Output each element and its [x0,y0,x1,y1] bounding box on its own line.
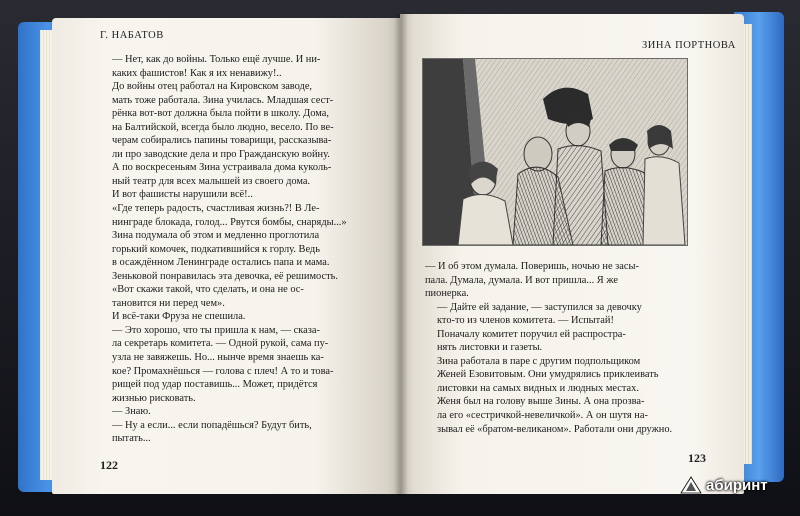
left-text-line: И всё-таки Фруза не спешила. [112,311,246,323]
left-text-line: — Знаю. [112,406,151,418]
left-text-line: рёнка вот-вот должна была пойти в школу. Дома, [112,108,329,120]
left-paragraph [100,53,385,80]
left-text-line: узла не завяжешь. Но... нынче время знаешь ка- [112,352,324,364]
left-paragraph [100,229,385,270]
left-text-line: пытать... [112,433,151,445]
left-paragraph [100,310,385,324]
watermark-text: абиринт [706,476,768,494]
left-text-line: ный театр для всех малышей из своего дома. [112,175,311,187]
right-text-line: Поначалу комитет поручил ей распростра- [437,328,626,340]
right-text-line: ла его «сестричкой-невеличкой». А он шутя на- [437,410,648,422]
left-paragraph [100,419,385,446]
left-page-number: 122 [100,458,118,472]
left-paragraph [100,405,385,419]
right-paragraph [425,328,702,355]
left-page-text [100,53,385,446]
left-running-head: Г. НАБАТОВ [100,30,164,41]
left-paragraph [100,188,385,202]
left-text-line: нинграде блокада, голод... Рвутся бомбы, снаряды...» [112,216,347,228]
left-text-line: в осаждённом Ленинграде остались папа и мама. [112,257,330,269]
left-text-line: ли про заводские дела и про Гражданскую войну. [112,148,330,160]
left-text-line: — Ну а если... если попадёшься? Будут бить, [112,419,312,431]
right-text-line: кто-то из членов комитета. — Испытай! [437,315,614,327]
left-text-line: черам собирались папины товарищи, рассказыва- [112,135,332,147]
right-paragraph [425,395,702,436]
left-text-line: До войны отец работал на Кировском заводе, [112,81,313,93]
right-text-line: — Дайте ей задание, — заступился за девочку [437,301,642,313]
right-page-number: 123 [688,451,706,465]
watermark [680,476,768,494]
left-paragraph [100,80,385,188]
book-illustration [422,58,688,246]
left-text-line: Зеньковой понравилась эта девочка, её решимость. [112,270,338,282]
left-paragraph [100,202,385,229]
left-text-line: А по воскресеньям Зина устраивала дома куколь- [112,162,332,174]
right-page-text [425,260,702,436]
left-text-line: И вот фашисты нарушили всё!.. [112,189,253,201]
right-text-line: нять листовки и газеты. [437,342,543,354]
left-paragraph [100,270,385,311]
left-text-line: Зина подумала об этом и медленно проглотила [112,230,320,242]
left-text-line: мать тоже работала. Зина училась. Младшая сест- [112,94,334,106]
right-text-line: — И об этом думала. Поверишь, ночью не засы- [425,261,639,272]
right-text-line: пала. Думала, думала. И вот пришла... Я же [425,274,618,286]
left-text-line: на Балтийской, всегда было людно, весело. По ве- [112,121,334,133]
right-text-line: Женя был на голову выше Зины. А она прозва- [437,396,645,408]
left-text-line: кое? Промахнёшься — голова с плеч! А то и това- [112,365,334,377]
right-text-line: пионерка. [425,288,469,300]
left-text-line: тановится ни перед чем». [112,297,225,309]
right-paragraph [425,301,702,328]
illustration-drawing [423,59,687,245]
left-text-line: горький комочек, подкатившийся к горлу. Ведь [112,243,320,255]
right-text-line: Зина работала в паре с другим подпольщиком [437,355,641,367]
book-gutter [394,14,408,496]
left-text-line: «Вот скажи такой, что сделать, и она не ос- [112,284,304,296]
left-text-line: «Где теперь радость, счастливая жизнь?! В Ле- [112,203,320,215]
left-text-line: — Нет, как до войны. Только ещё лучше. И ни- [112,54,321,65]
left-text-line: жизнью рисковать. [112,392,196,404]
right-text-line: листовки на самых видных и людных местах. [437,382,639,394]
left-paragraph [100,324,385,405]
right-running-head: ЗИНА ПОРТНОВА [642,40,736,51]
left-text-line: — Это хорошо, что ты пришла к нам, — сказа- [112,324,320,336]
right-paragraph [425,260,702,301]
left-text-line: рищей под удар поставишь... Может, придётся [112,379,318,391]
labirint-logo-icon [680,476,702,494]
left-text-line: ла секретарь комитета. — Одной рукой, сама пу- [112,338,329,350]
right-text-line: зывал её «братом-великаном». Работали они дружно. [437,423,673,435]
left-text-line: каких фашистов! Как я их ненавижу!.. [112,67,282,79]
right-paragraph [425,355,702,396]
right-text-line: Женей Езовитовым. Они умудрялись приклеивать [437,369,659,381]
